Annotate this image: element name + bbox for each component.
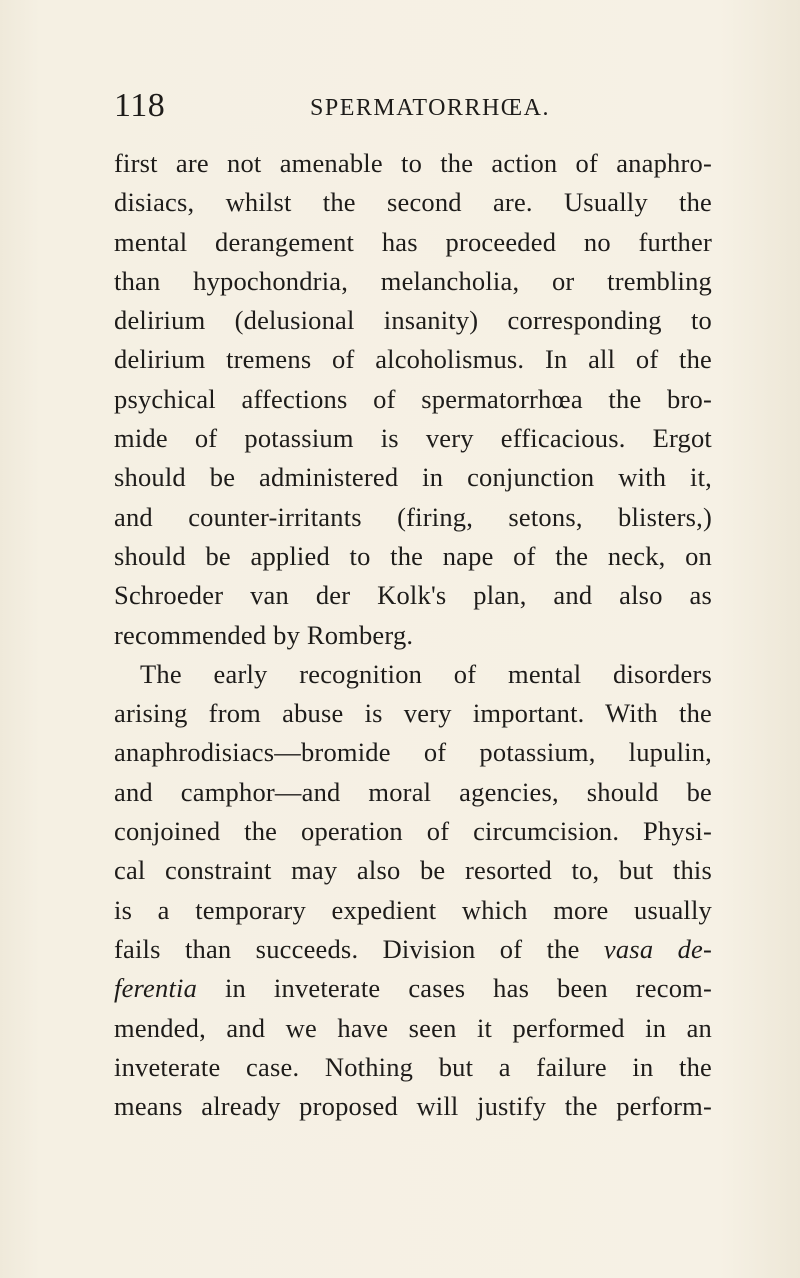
text-line-with-italic: [114, 930, 712, 969]
text-segment: in inveterate cases has been recom-: [224, 973, 712, 1004]
text-line: disiacs, whilst the second are. Usually the: [114, 187, 712, 218]
running-head: SPERMATORRHŒA.: [310, 95, 550, 121]
page-header: [114, 86, 714, 126]
italic-text: vasa de-: [603, 933, 713, 964]
text-line: is a temporary expedient which more usually: [114, 894, 712, 925]
italic-text: ferentia: [114, 973, 198, 1004]
text-line: first are not amenable to the action of anaphro-: [114, 148, 712, 178]
text-line: delirium tremens of alcoholismus. In all of the: [114, 344, 712, 375]
text-line: should be applied to the nape of the neck, on: [114, 540, 712, 571]
text-line: mide of potassium is very efficacious. Ergot: [114, 423, 712, 454]
text-line: psychical affections of spermatorrhœa the bro-: [114, 383, 712, 414]
text-line: mental derangement has proceeded no further: [114, 226, 712, 257]
text-line: means already proposed will justify the perform-: [114, 1091, 712, 1122]
text-line: cal constraint may also be resorted to, but this: [114, 855, 712, 886]
text-line: inveterate case. Nothing but a failure in the: [114, 1051, 712, 1082]
text-line: mended, and we have seen it performed in an: [114, 1012, 712, 1043]
text-line: and camphor—and moral agencies, should be: [114, 776, 712, 807]
text-line: arising from abuse is very important. With the: [114, 698, 712, 729]
body-text: [114, 144, 712, 1126]
text-line: than hypochondria, melancholia, or trembling: [114, 265, 712, 296]
page-number: 118: [114, 87, 166, 124]
text-line: should be administered in conjunction with it,: [114, 462, 712, 493]
text-line: and counter-irritants (firing, setons, blisters,): [114, 501, 712, 532]
text-line-with-italic: [114, 969, 712, 1008]
text-segment: fails than succeeds. Division of the: [114, 933, 580, 964]
text-line: The early recognition of mental disorders: [140, 658, 712, 689]
text-line: recommended by Romberg.: [114, 619, 414, 650]
text-line: Schroeder van der Kolk's plan, and also as: [114, 580, 712, 611]
text-line: delirium (delusional insanity) corresponding to: [114, 305, 712, 336]
text-line: conjoined the operation of circumcision. Physi-: [114, 816, 712, 847]
text-line: anaphrodisiacs—bromide of potassium, lupulin,: [114, 737, 712, 768]
